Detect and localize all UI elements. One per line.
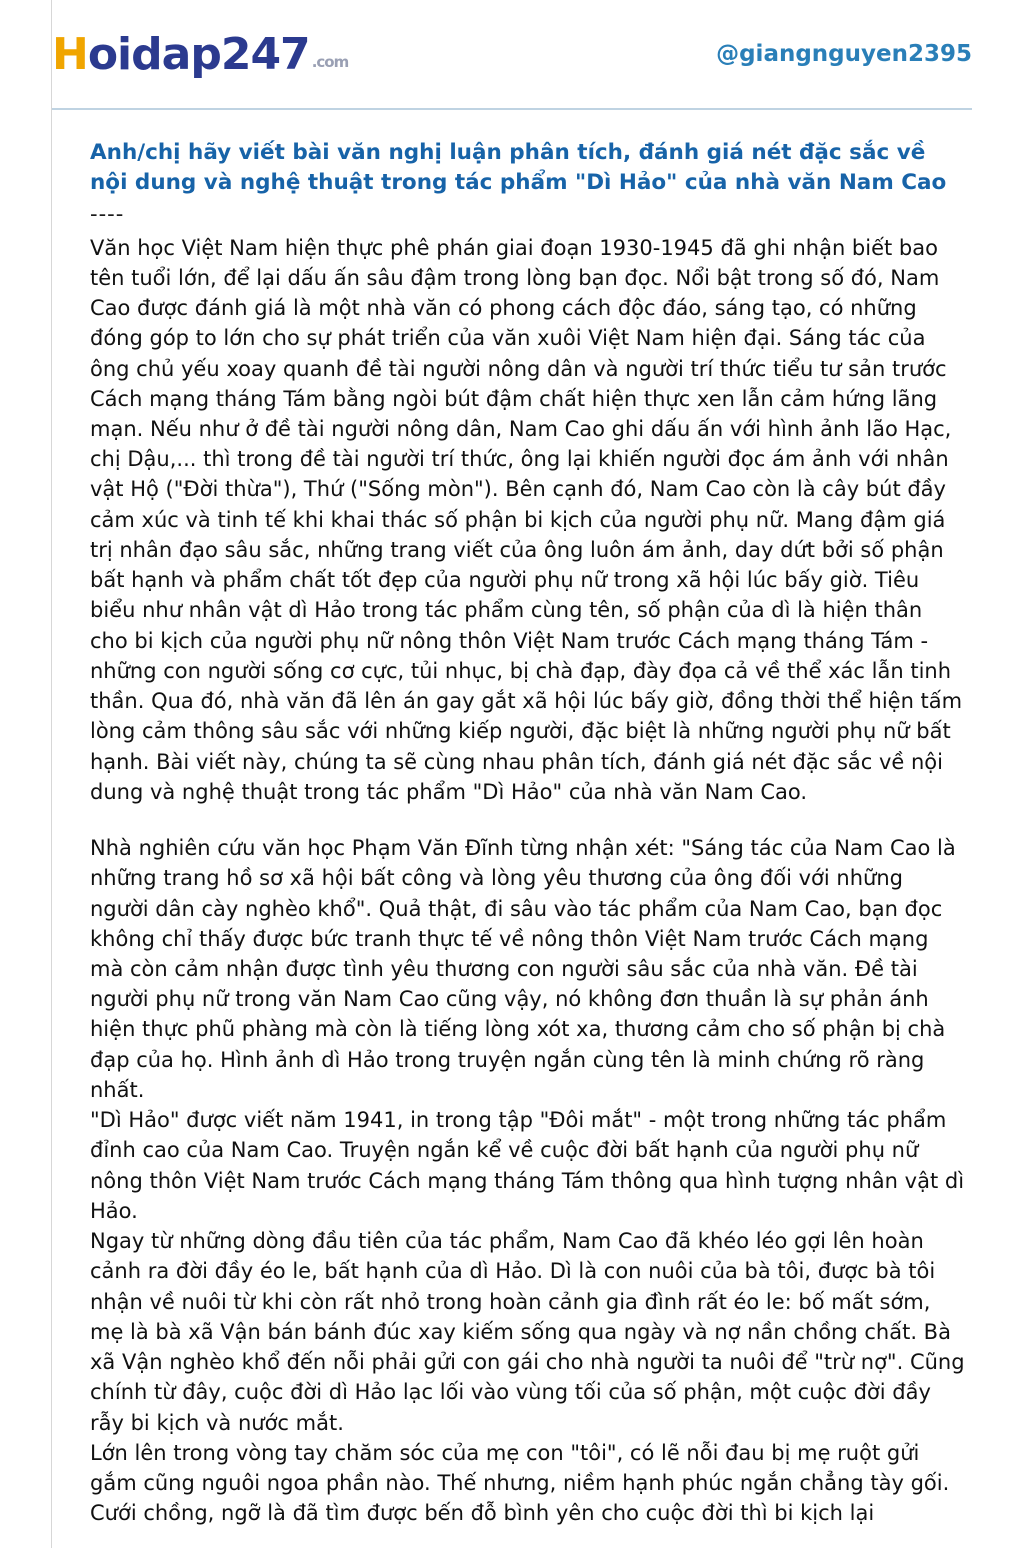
logo-text-247: 247 bbox=[220, 28, 310, 80]
paragraph-2: Nhà nghiên cứu văn học Phạm Văn Đĩnh từng nhận xét: "Sáng tác của Nam Cao là những trang hồ sơ xã hội bất công và lòng yêu thương của ông đối với những người dân cày nghèo khổ". Quả thật, đi sâu vào tác phẩm của Nam Cao, bạn đọc không chỉ thấy được bức tranh thực tế về nông thôn Việt Nam trước Cách mạng mà còn cảm nhận được tình yêu thương con người sâu sắc của nhà văn. Đề tài người phụ nữ trong văn Nam Cao cũng vậy, nó không đơn thuần là sự phản ánh hiện thực phũ phàng mà còn là tiếng lòng xót xa, thương cảm cho số phận bị chà đạp của họ. Hình ảnh dì Hảo trong truyện ngắn cùng tên là minh chứng rõ ràng nhất. bbox=[90, 836, 956, 1102]
logo-text-dotcom: .com bbox=[311, 52, 349, 71]
logo-letter-h: H bbox=[52, 28, 88, 80]
paragraph-4: Ngay từ những dòng đầu tiên của tác phẩm, Nam Cao đã khéo léo gợi lên hoàn cảnh ra đời đầy éo le, bất hạnh của dì Hảo. Dì là con nuôi của bà tôi, được bà tôi nhận về nuôi từ khi còn rất nhỏ trong hoàn cảnh gia đình rất éo le: bố mất sớm, mẹ là bà xã Vận bán bánh đúc xay kiếm sống qua ngày và nợ nần chồng chất. Bà xã Vận nghèo khổ đến nỗi phải gửi con gái cho nhà người ta nuôi để "trừ nợ". Cũng chính từ đây, cuộc đời dì Hảo lạc lối vào vùng tối của số phận, một cuộc đời đầy rẫy bi kịch và nước mắt. bbox=[90, 1229, 965, 1435]
paragraph-5: Lớn lên trong vòng tay chăm sóc của mẹ con "tôi", có lẽ nỗi đau bị mẹ ruột gửi gắm cũng nguôi ngoa phần nào. Thế nhưng, niềm hạnh phúc ngắn chẳng tày gối. Cưới chồng, ngỡ là đã tìm được bến đỗ bình yên cho cuộc đời thì bi kịch lại bbox=[90, 1440, 950, 1526]
logo-text-oidap: oidap bbox=[87, 28, 221, 80]
paragraph-gap bbox=[90, 807, 966, 833]
hoidap247-logo[interactable] bbox=[52, 29, 348, 80]
page-header bbox=[0, 0, 1024, 108]
paragraph-1: Văn học Việt Nam hiện thực phê phán giai đoạn 1930-1945 đã ghi nhận biết bao tên tuổi lớn, để lại dấu ấn sâu đậm trong lòng bạn đọc. Nổi bật trong số đó, Nam Cao được đánh giá là một nhà văn có phong cách độc đáo, sáng tạo, có những đóng góp to lớn cho sự phát triển của văn xuôi Việt Nam hiện đại. Sáng tác của ông chủ yếu xoay quanh đề tài người nông dân và người trí thức tiểu tư sản trước Cách mạng tháng Tám bằng ngòi bút đậm chất hiện thực xen lẫn cảm hứng lãng mạn. Nếu như ở đề tài người nông dân, Nam Cao ghi dấu ấn với hình ảnh lão Hạc, chị Dậu,... thì trong đề tài người trí thức, ông lại khiến người đọc ám ảnh với nhân vật Hộ ("Đời thừa"), Thứ ("Sống mòn"). Bên cạnh đó, Nam Cao còn là cây bút đầy cảm xúc và tinh tế khi khai thác số phận bi kịch của người phụ nữ. Mang đậm giá trị nhân đạo sâu sắc, những trang viết của ông luôn ám ảnh, day dứt bởi số phận bất hạnh và phẩm chất tốt đẹp của người phụ nữ trong xã hội lúc bấy giờ. Tiêu biểu như nhân vật dì Hảo trong tác phẩm cùng tên, số phận của dì là hiện thân cho bi kịch của người phụ nữ nông thôn Việt Nam trước Cách mạng tháng Tám - những con người sống cơ cực, tủi nhục, bị chà đạp, đày đọa cả về thể xác lẫn tinh thần. Qua đó, nhà văn đã lên án gay gắt xã hội lúc bấy giờ, đồng thời thể hiện tấm lòng cảm thông sâu sắc với những kiếp người, đặc biệt là những người phụ nữ bất hạnh. Bài viết này, chúng ta sẽ cùng nhau phân tích, đánh giá nét đặc sắc về nội dung và nghệ thuật trong tác phẩm "Dì Hảo" của nhà văn Nam Cao. bbox=[90, 235, 963, 804]
title-separator: ---- bbox=[90, 202, 125, 227]
username-label: @giangnguyen2395 bbox=[716, 41, 972, 67]
paragraph-3: "Dì Hảo" được viết năm 1941, in trong tập "Đôi mắt" - một trong những tác phẩm đỉnh cao của Nam Cao. Truyện ngắn kể về cuộc đời bất hạnh của người phụ nữ nông thôn Việt Nam trước Cách mạng tháng Tám thông qua hình tượng nhân vật dì Hảo. bbox=[90, 1108, 965, 1223]
page-title: Anh/chị hãy viết bài văn nghị luận phân tích, đánh giá nét đặc sắc về nội dung và nghệ thuật trong tác phẩm "Dì Hảo" của nhà văn Nam Cao bbox=[90, 140, 947, 195]
document-body bbox=[0, 110, 1024, 1548]
